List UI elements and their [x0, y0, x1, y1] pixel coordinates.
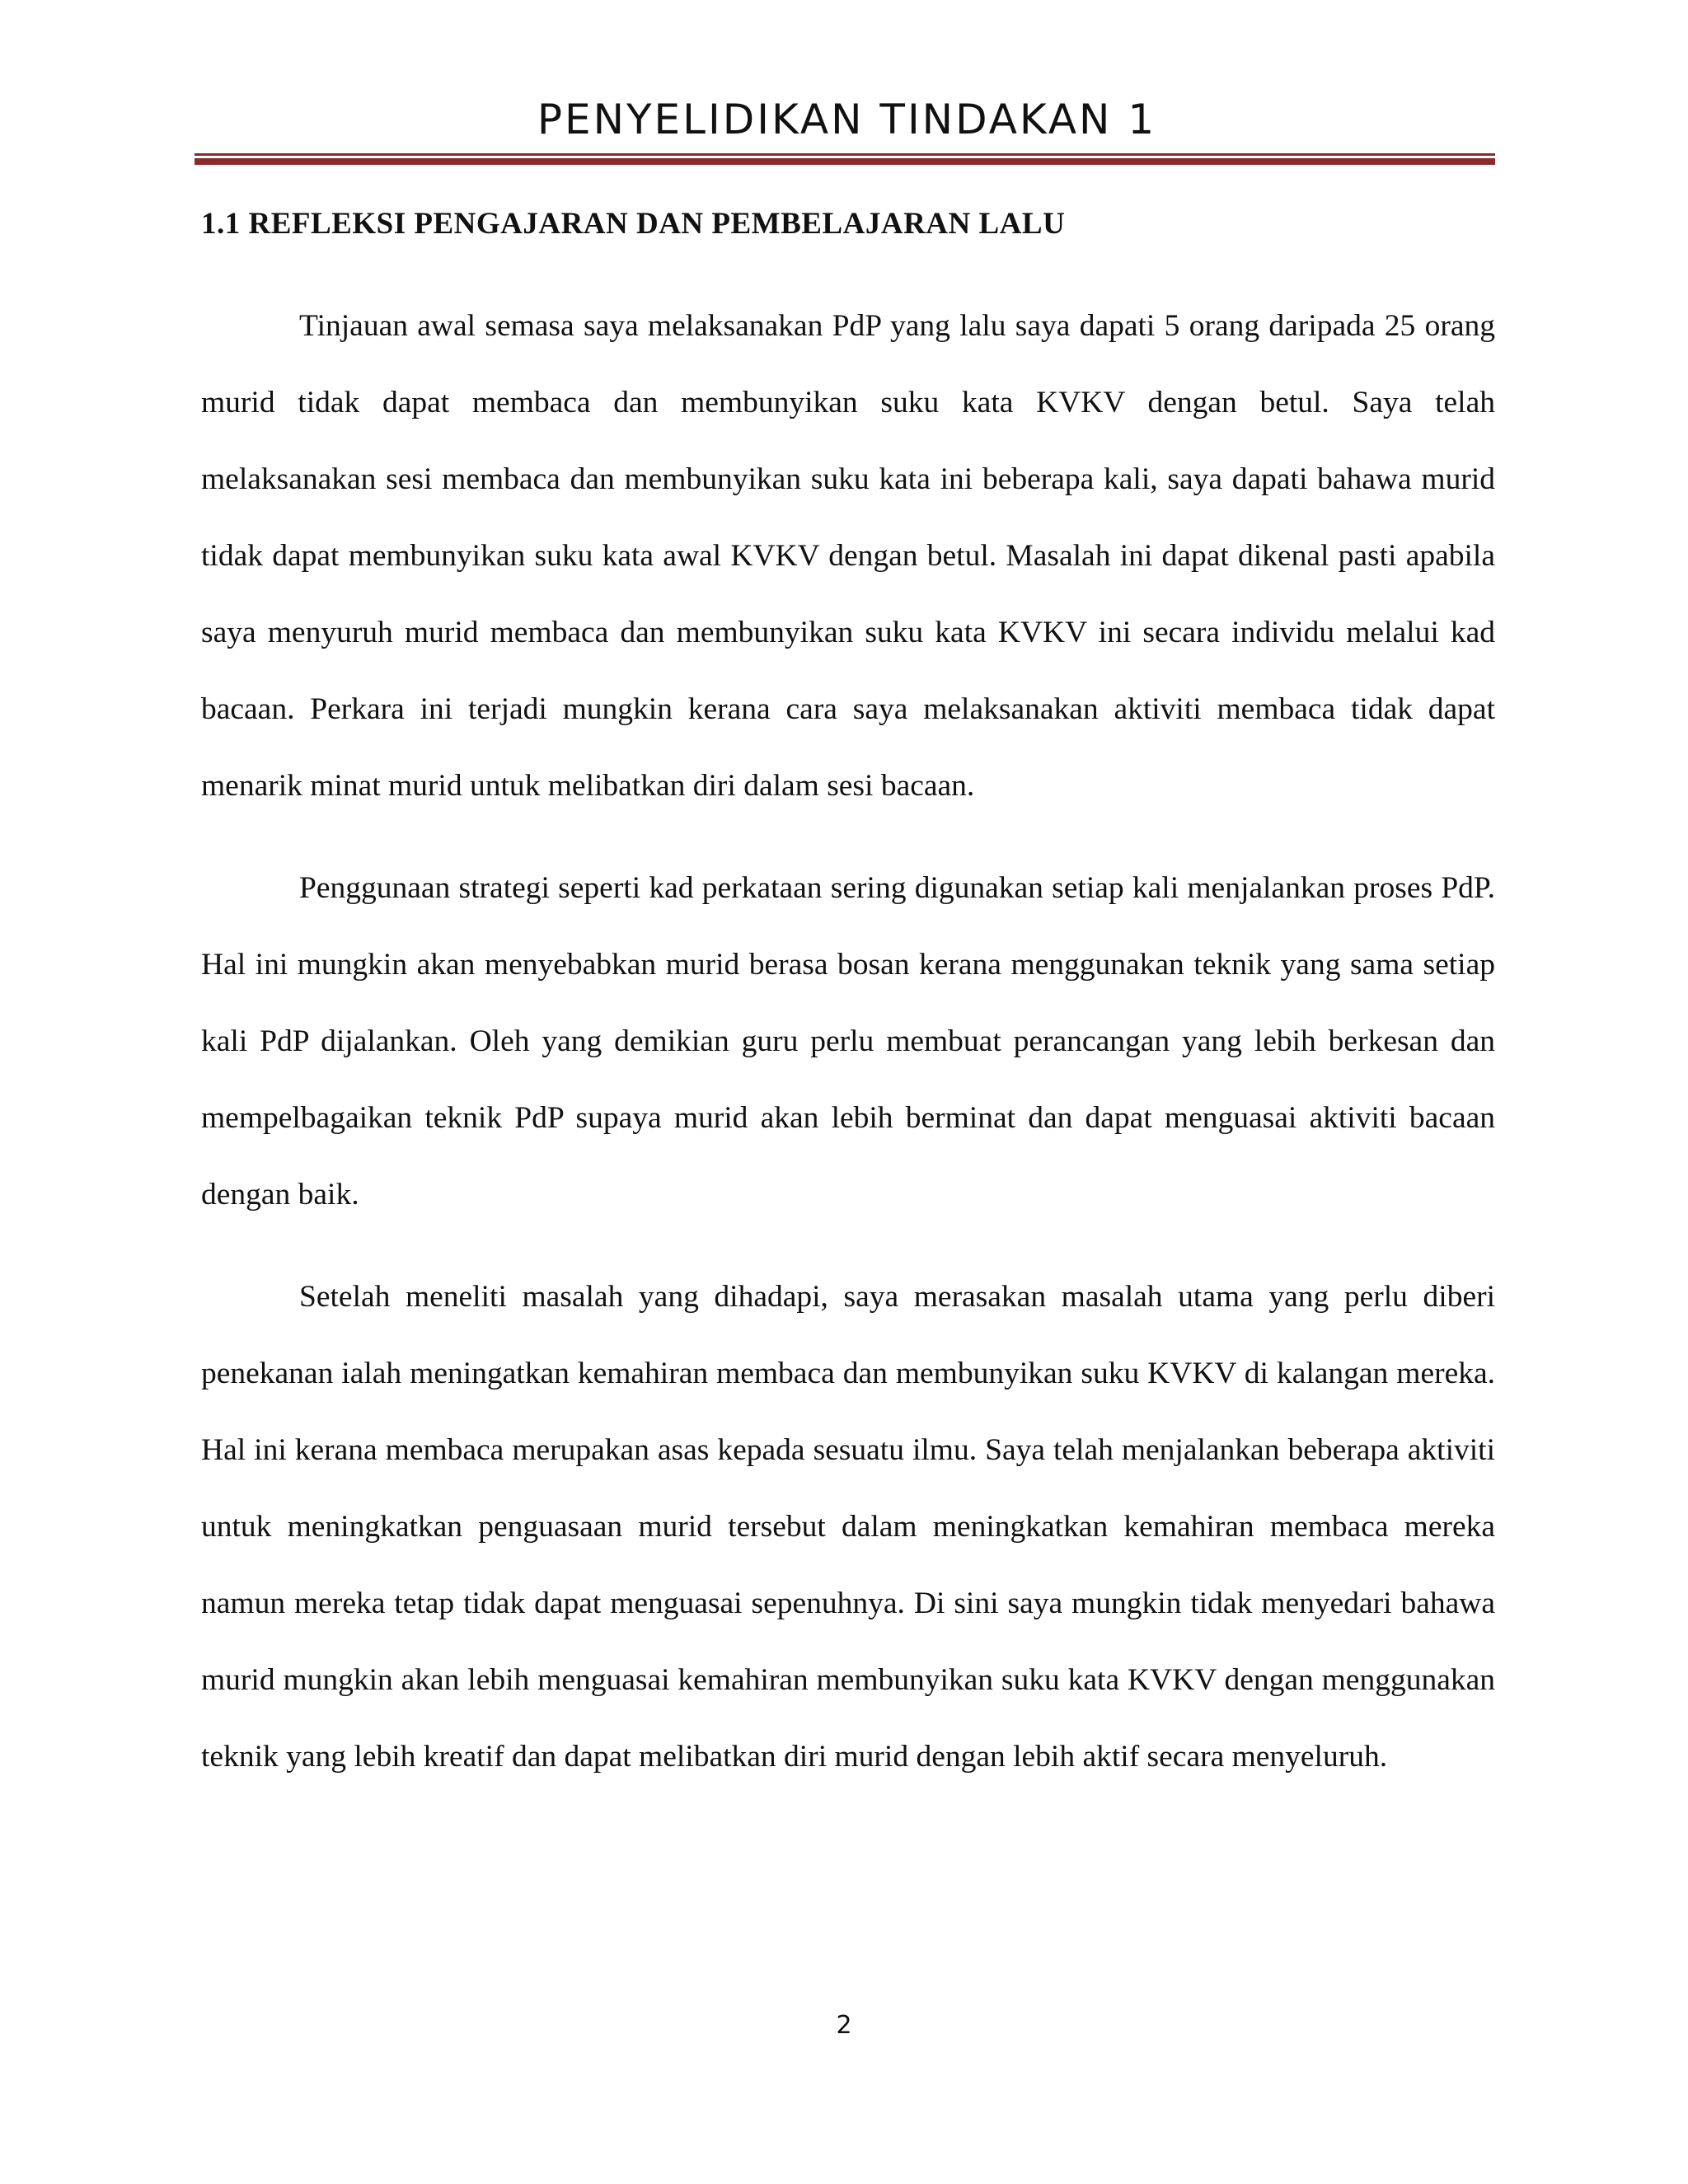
header-rule-thin-line	[195, 153, 1495, 156]
header-rule-thick-line	[195, 158, 1495, 165]
page-number: 2	[836, 2011, 852, 2040]
body-paragraph-1: Tinjauan awal semasa saya melaksanakan PdP yang lalu saya dapati 5 orang daripada 25 orang murid tidak dapat membaca dan membunyikan suku kata KVKV dengan betul. Saya telah melaksanakan sesi membaca dan membunyikan suku kata ini beberapa kali, saya dapati bahawa murid tidak dapat membunyikan suku kata awal KVKV dengan betul. Masalah ini dapat dikenal pasti apabila saya menyuruh murid membaca dan membunyikan suku kata KVKV ini secara individu melalui kad bacaan. Perkara ini terjadi mungkin kerana cara saya melaksanakan aktiviti membaca tidak dapat menarik minat murid untuk melibatkan diri dalam sesi bacaan.	[201, 309, 1495, 803]
section-heading: 1.1 REFLEKSI PENGAJARAN DAN PEMBELAJARAN LALU	[201, 207, 1066, 241]
body-paragraph-2: Penggunaan strategi seperti kad perkataan sering digunakan setiap kali menjalankan proses PdP. Hal ini mungkin akan menyebabkan murid berasa bosan kerana menggunakan teknik yang sama setiap kali PdP dijalankan. Oleh yang demikian guru perlu membuat perancangan yang lebih berkesan dan mempelbagaikan teknik PdP supaya murid akan lebih berminat dan dapat menguasai aktiviti bacaan dengan baik.	[201, 871, 1495, 1212]
body-paragraph-3: Setelah meneliti masalah yang dihadapi, saya merasakan masalah utama yang perlu diberi penekanan ialah meningatkan kemahiran membaca dan membunyikan suku KVKV di kalangan mereka. Hal ini kerana membaca merupakan asas kepada sesuatu ilmu. Saya telah menjalankan beberapa aktiviti untuk meningkatkan penguasaan murid tersebut dalam meningkatkan kemahiran membaca mereka namun mereka tetap tidak dapat menguasai sepenuhnya. Di sini saya mungkin tidak menyedari bahawa murid mungkin akan lebih menguasai kemahiran membunyikan suku kata KVKV dengan menggunakan teknik yang lebih kreatif dan dapat melibatkan diri murid dengan lebih aktif secara menyeluruh.	[201, 1280, 1495, 1774]
header-rule	[195, 153, 1495, 165]
page-header-title: PENYELIDIKAN TINDAKAN 1	[537, 96, 1157, 143]
